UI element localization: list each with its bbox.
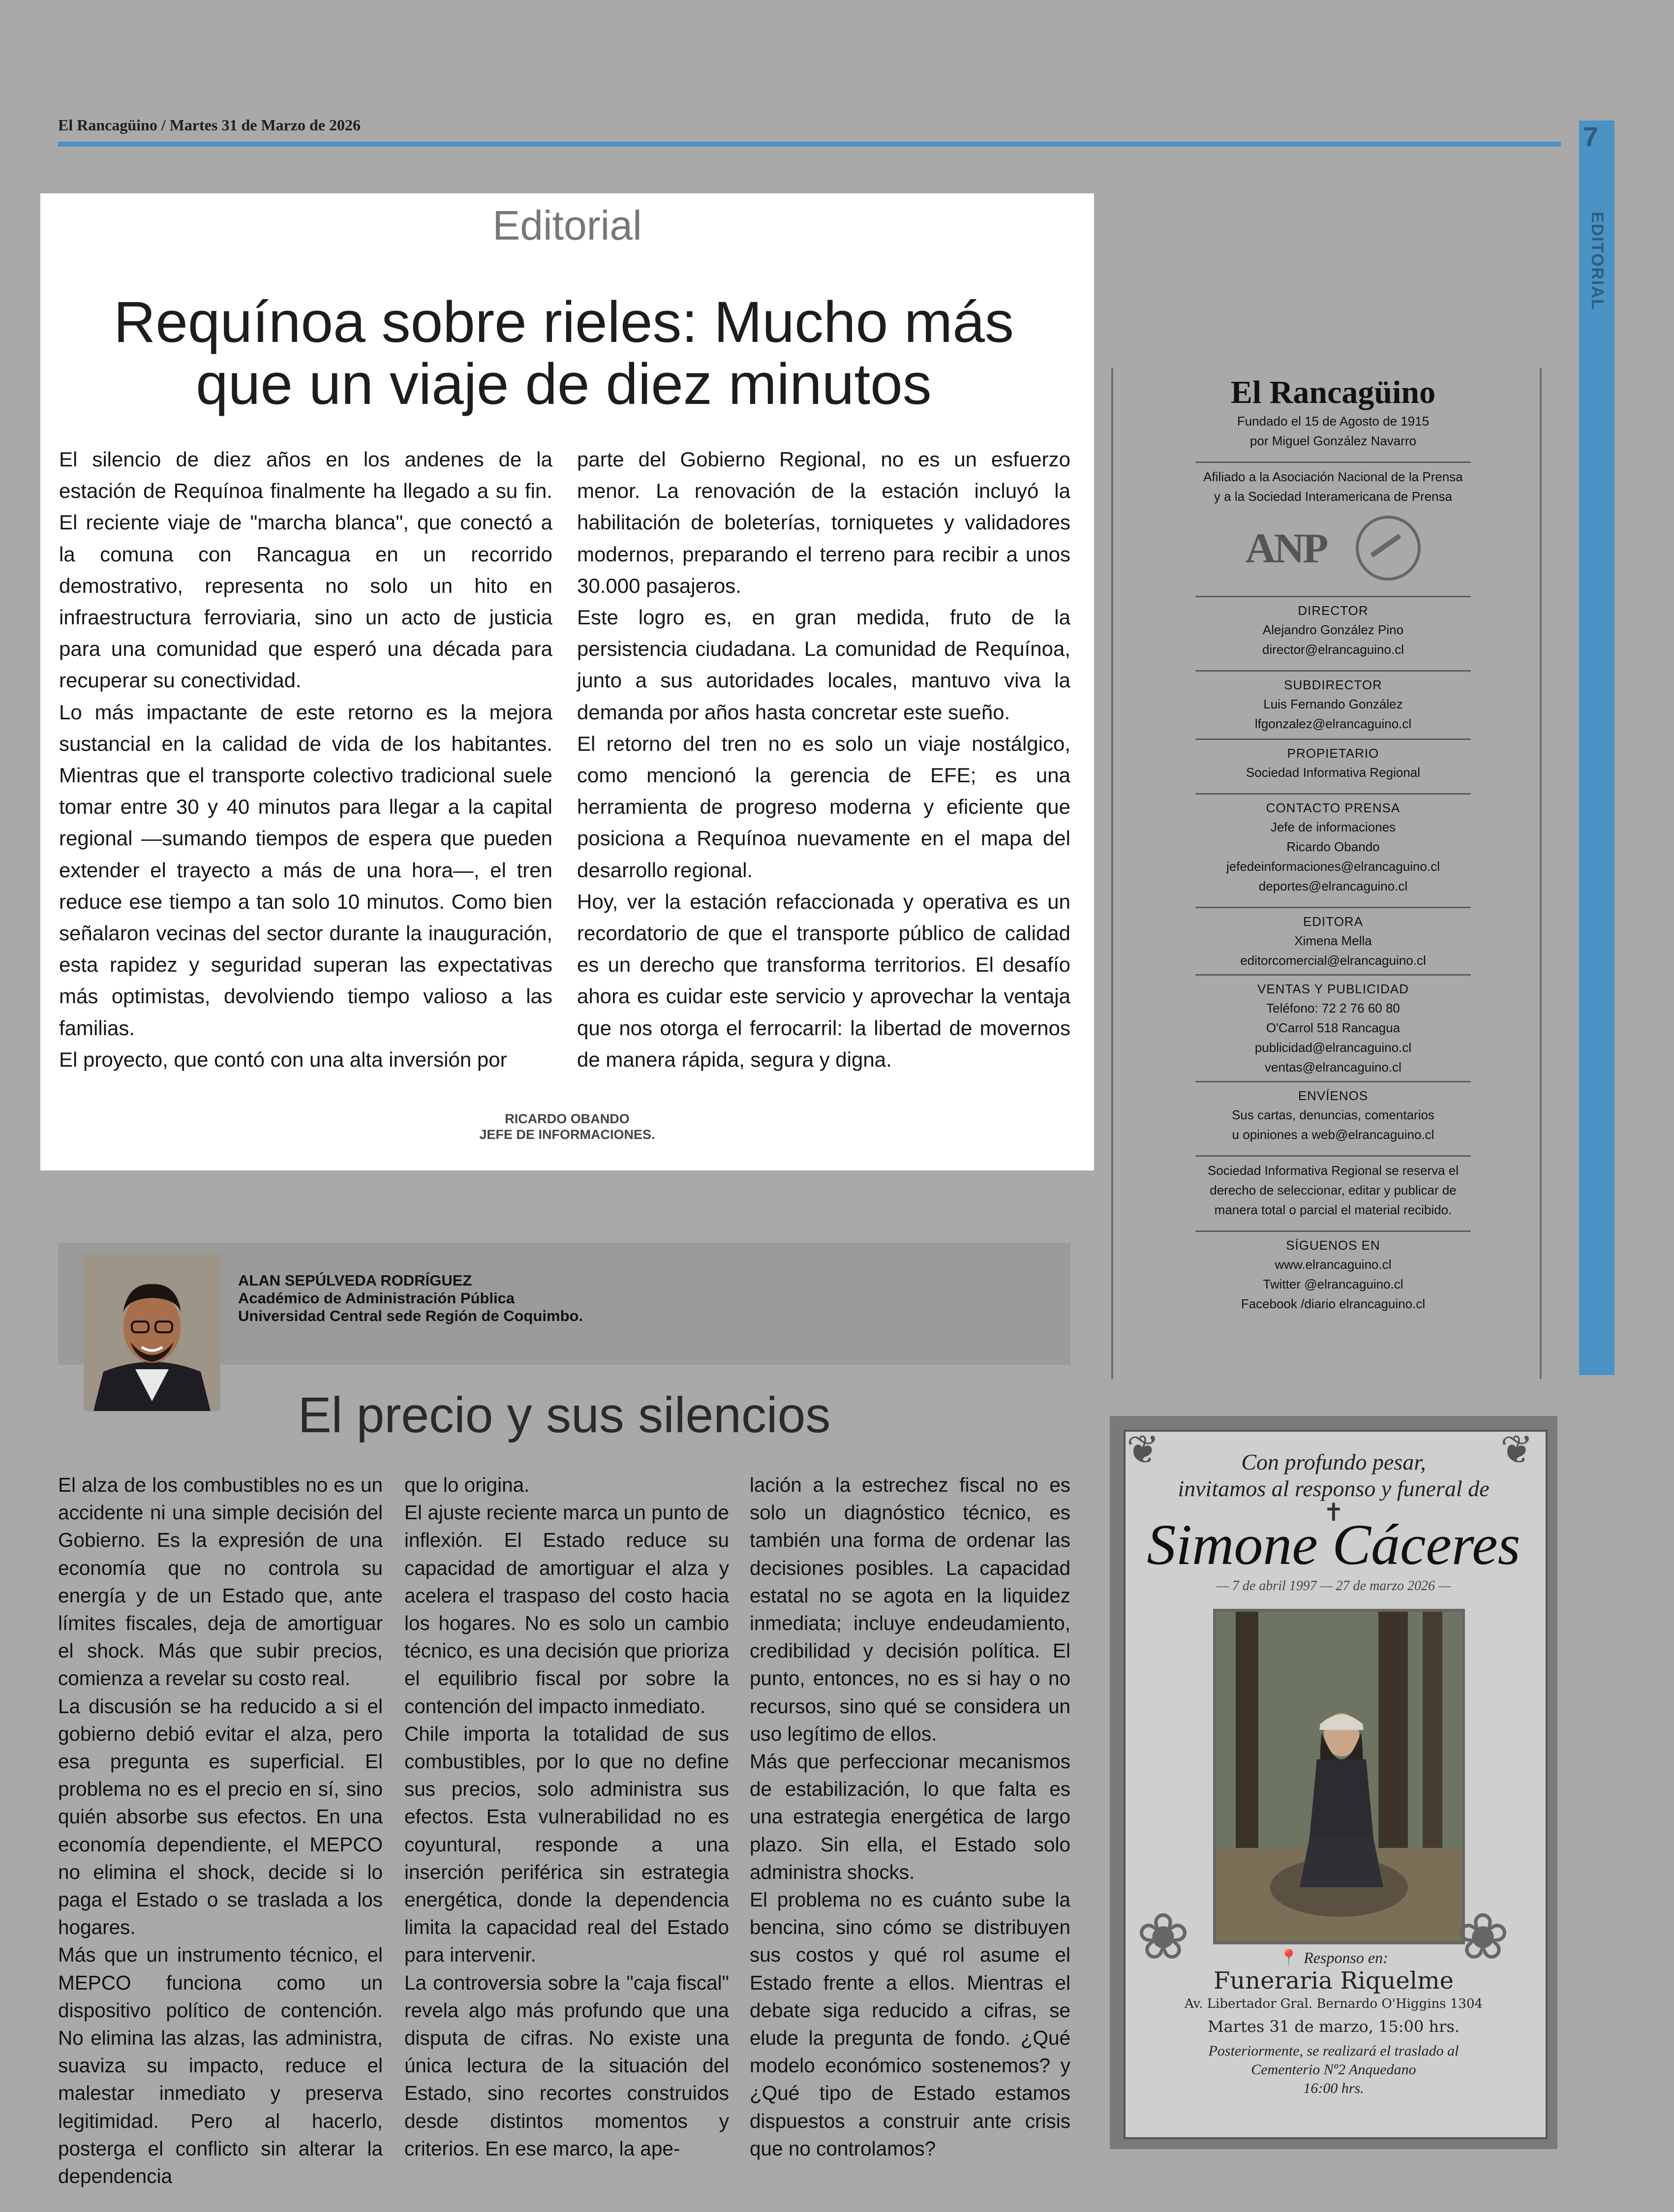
masthead xyxy=(1117,364,1550,1314)
life-dates: — 7 de abril 1997 — 27 de marzo 2026 — xyxy=(1216,1578,1451,1594)
paragraph: que lo origina. xyxy=(404,1474,530,1496)
founder-text: por Miguel González Navarro xyxy=(1249,433,1417,448)
burial-info: Posteriormente, se realizará el traslado al Cementerio Nº2 Anquedano 16:00 hrs. xyxy=(1208,2043,1459,2096)
author-name: ALAN SEPÚLVEDA RODRÍGUEZ xyxy=(238,1272,472,1289)
divider xyxy=(1195,1081,1471,1082)
director-label: DIRECTOR xyxy=(1298,603,1369,618)
sports-email: deportes@elrancaguino.cl xyxy=(1258,879,1408,893)
rights-text: derecho de seleccionar, editar y publicar de xyxy=(1210,1183,1457,1198)
website-link[interactable]: www.elrancaguino.cl xyxy=(1275,1257,1392,1272)
editor-name: Ximena Mella xyxy=(1294,933,1372,948)
follow-label: SÍGUENOS EN xyxy=(1286,1238,1380,1253)
responso-label: 📍 Responso en: xyxy=(1279,1948,1388,1967)
facebook-link[interactable]: Facebook /diario elrancaguino.cl xyxy=(1241,1296,1426,1311)
divider xyxy=(1195,974,1471,976)
divider xyxy=(1195,461,1471,463)
director-email: director@elrancaguino.cl xyxy=(1262,642,1404,657)
affiliation-text: Afiliado a la Asociación Nacional de la Prensa xyxy=(1203,469,1463,484)
sales-label: VENTAS Y PUBLICIDAD xyxy=(1257,982,1409,996)
masthead-name: El Rancagüino xyxy=(1230,374,1436,410)
funeral-intro: Con profundo pesar, invitamos al responso y funeral de xyxy=(1178,1449,1490,1501)
page-header: El Rancagüino / Martes 31 de Marzo de 2026 xyxy=(58,116,361,134)
paragraph: El ajuste reciente marca un punto de inflexión. El Estado reduce su capacidad de amortiguar el alza y acelera el traspaso del costo hacia los hogares. No es solo un cambio técnico, es una decisión que prioriza el equilibrio fiscal por sobre la contención del impacto inmediato. xyxy=(404,1501,729,1718)
paragraph: El proyecto, que contó con una alta inversión por xyxy=(59,1047,507,1071)
anp-logo: ANP xyxy=(1245,524,1327,572)
editorial-section-label: Editorial xyxy=(492,202,642,248)
paragraph: El problema no es cuánto sube la bencina, sino cómo se distribuyen sus costos y qué rol asume el Estado frente a ellos. Mientras el debate siga reducido a cifras, se elude la pregunta de fondo. ¿Qué modelo económico sostenemos? y ¿Qué tipo de Estado estamos dispuestos a construir ante crisis que no controlamos? xyxy=(750,1888,1070,2160)
owner-label: PROPIETARIO xyxy=(1287,746,1379,761)
deceased-name: Simone Cáceres xyxy=(1147,1512,1521,1577)
paragraph: El alza de los combustibles no es un accidente ni una simple decisión del Gobierno. Es la expresión de una economía que no controla su energía y de un Estado que, ante límites fiscales, deja de amortiguar el shock. Más que subir precios, comienza a revelar su costo real. xyxy=(58,1474,383,1690)
affiliation-text: y a la Sociedad Interamericana de Prensa xyxy=(1214,489,1453,504)
page-number: 7 xyxy=(1583,121,1599,152)
funeral-address: Av. Libertador Gral. Bernardo O'Higgins 1304 xyxy=(1184,1997,1483,2011)
rights-text: Sociedad Informativa Regional se reserva el xyxy=(1207,1163,1459,1178)
editorial-column-1 xyxy=(59,444,552,1075)
corner-flourish-icon: ❦ xyxy=(1126,1427,1160,1473)
advertising-email: publicidad@elrancaguino.cl xyxy=(1254,1040,1412,1055)
paragraph: Hoy, ver la estación refaccionada y operativa es un recordatorio de que el transporte público de calidad es un derecho que transforma territorios. El desafío ahora es cuidar este servicio y aprovechar la ventaja que nos otorga el ferrocarril: la libertad de movernos de manera rápida, segura y digna. xyxy=(577,890,1070,1071)
corner-flourish-icon: ❦ xyxy=(1500,1427,1534,1473)
divider xyxy=(1195,1230,1471,1232)
press-email: jefedeinformaciones@elrancaguino.cl xyxy=(1226,859,1440,874)
paragraph: Lo más impactante de este retorno es la mejora sustancial en la calidad de vida de los habitantes. Mientras que el transporte colectivo tradicional suele tomar entre 30 y 40 minutos para llegar a la capital regional —sumando tiempos de espera que pueden extender el trayecto a más de una hora—, el tren reduce ese tiempo a tan solo 10 minutos. Como bien señalaron vecinas del sector durante la inauguración, esta rapidez y seguridad superan las expectativas más optimistas, devolviendo tiempo valioso a las familias. xyxy=(59,700,552,1040)
deceased-photo xyxy=(1213,1609,1465,1944)
memorial-portrait xyxy=(1216,1612,1462,1941)
editorial-headline: Requínoa sobre rieles: Mucho más que un viaje de diez minutos xyxy=(114,290,1014,417)
header-rule xyxy=(58,142,1561,147)
divider xyxy=(1195,738,1471,740)
sales-phone: Teléfono: 72 2 76 60 80 xyxy=(1266,1001,1400,1015)
opinion-headline: El precio y sus silencios xyxy=(298,1387,831,1443)
cross-icon: ✝ xyxy=(1323,1498,1344,1527)
author-info xyxy=(238,1272,583,1325)
paragraph: El retorno del tren no es solo un viaje nostálgico, como mencionó la gerencia de EFE; es una herramienta de progreso moderna y eficiente que posiciona a Requínoa nuevamente en el mapa del desarrollo regional. xyxy=(577,732,1070,882)
rose-decoration-icon: ❀ xyxy=(1136,1899,1190,1974)
masthead-left-rule xyxy=(1111,368,1113,1379)
send-text: Sus cartas, denuncias, comentarios xyxy=(1232,1107,1434,1122)
editor-label: EDITORA xyxy=(1303,914,1364,929)
founded-text: Fundado el 15 de Agosto de 1915 xyxy=(1237,414,1430,429)
twitter-link[interactable]: Twitter @elrancaguino.cl xyxy=(1263,1277,1403,1291)
divider xyxy=(1195,1155,1471,1157)
rights-text: manera total o parcial el material recibido. xyxy=(1214,1202,1452,1217)
director-name: Alejandro González Pino xyxy=(1262,622,1404,637)
divider xyxy=(1195,670,1471,672)
opinion-column-3 xyxy=(750,1471,1070,2162)
press-role: Jefe de informaciones xyxy=(1270,820,1396,834)
paragraph: La discusión se ha reducido a si el gobierno debió evitar el alza, pero esa pregunta es superficial. El problema no es el precio en sí, sino quién absorbe sus efectos. En una economía dependiente, el MEPCO no elimina el shock, decide si lo paga el Estado o se traslada a los hogares. xyxy=(58,1694,383,1939)
author-role: Académico de Administración Pública xyxy=(238,1290,515,1307)
opinion-column-2 xyxy=(404,1471,729,2162)
paragraph: Chile importa la totalidad de sus combustibles, por lo que no define sus precios, solo administra sus efectos. Esta vulnerabilidad no es coyuntural, responde a una inserción periférica sin estrategia energética, donde la dependencia limita la capacidad real del Estado para intervenir. xyxy=(404,1722,729,1966)
paragraph: Más que perfeccionar mecanismos de estabilización, lo que falta es una estrategia energética de largo plazo. Sin ella, el Estado solo administra shocks. xyxy=(750,1750,1070,1883)
divider xyxy=(1195,793,1471,795)
opinion-column-1 xyxy=(58,1471,383,2190)
press-name: Ricardo Obando xyxy=(1286,839,1380,854)
send-text: u opiniones a web@elrancaguino.cl xyxy=(1232,1127,1434,1142)
author-affiliation: Universidad Central sede Región de Coquimbo. xyxy=(238,1307,583,1324)
association-logos xyxy=(1117,511,1550,585)
paragraph: Este logro es, en gran medida, fruto de la persistencia ciudadana. La comunidad de Requínoa, junto a sus autoridades locales, mantuvo viva la demanda por años hasta concretar este sueño. xyxy=(577,606,1070,724)
press-contact-label: CONTACTO PRENSA xyxy=(1266,800,1400,815)
divider xyxy=(1195,596,1471,597)
paragraph: parte del Gobierno Regional, no es un esfuerzo menor. La renovación de la estación incluyó la habilitación de boleterías, torniquetes y validadores modernos, preparando el terreno para recibir a unos 30.000 pasajeros. xyxy=(577,448,1070,597)
section-tab-label: EDITORIAL xyxy=(1587,211,1607,310)
subdirector-email: lfgonzalez@elrancaguino.cl xyxy=(1254,716,1412,731)
paragraph: La controversia sobre la "caja fiscal" revela algo más profundo que una disputa de cifras. No existe una única lectura de la situación del Estado, sino recortes construidos desde distintos momentos y criterios. En ese marco, la ape- xyxy=(404,1971,729,2160)
editorial-column-2 xyxy=(577,444,1070,1075)
subdirector-name: Luis Fernando González xyxy=(1263,697,1403,711)
sip-globe-logo xyxy=(1356,516,1421,581)
editor-email: editorcomercial@elrancaguino.cl xyxy=(1240,953,1426,968)
location-pin-icon: 📍 xyxy=(1279,1948,1299,1967)
paragraph: El silencio de diez años en los andenes de la estación de Requínoa finalmente ha llegado a su fin. El reciente viaje de "marcha blanca", que conectó a la comuna con Rancagua en un recorrido demostrativo, representa no solo un hito en infraestructura ferroviaria, sino un acto de justicia para una comunidad que esperó una década para recuperar su conectividad. xyxy=(59,448,552,692)
funeral-home-name: Funeraria Riquelme xyxy=(1213,1967,1454,1995)
sales-address: O'Carrol 518 Rancagua xyxy=(1266,1020,1400,1035)
editorial-byline: RICARDO OBANDO JEFE DE INFORMACIONES. xyxy=(479,1111,655,1142)
funeral-datetime: Martes 31 de marzo, 15:00 hrs. xyxy=(1207,2017,1460,2036)
paragraph: Más que un instrumento técnico, el MEPCO funciona como un dispositivo político de contención. No elimina las alzas, las administra, suaviza su impacto, reduce el malestar inmediato y preserva legitimidad. Pero al hacerlo, posterga el conflicto sin alterar la dependencia xyxy=(58,1943,383,2188)
rose-decoration-icon: ❀ xyxy=(1456,1899,1510,1974)
subdirector-label: SUBDIRECTOR xyxy=(1284,677,1382,692)
sales-email: ventas@elrancaguino.cl xyxy=(1265,1060,1401,1075)
send-label: ENVÍENOS xyxy=(1298,1088,1369,1103)
paragraph: lación a la estrechez fiscal no es solo un diagnóstico técnico, es también una forma de ordenar las decisiones posibles. La capacidad estatal no se agota en la liquidez inmediata; incluye endeudamiento, credibilidad y decisión política. El punto, entonces, no es si hay o no recursos, sino qué se considera un uso legítimo de ellos. xyxy=(750,1474,1070,1745)
owner-name: Sociedad Informativa Regional xyxy=(1246,765,1421,780)
divider xyxy=(1195,907,1471,908)
